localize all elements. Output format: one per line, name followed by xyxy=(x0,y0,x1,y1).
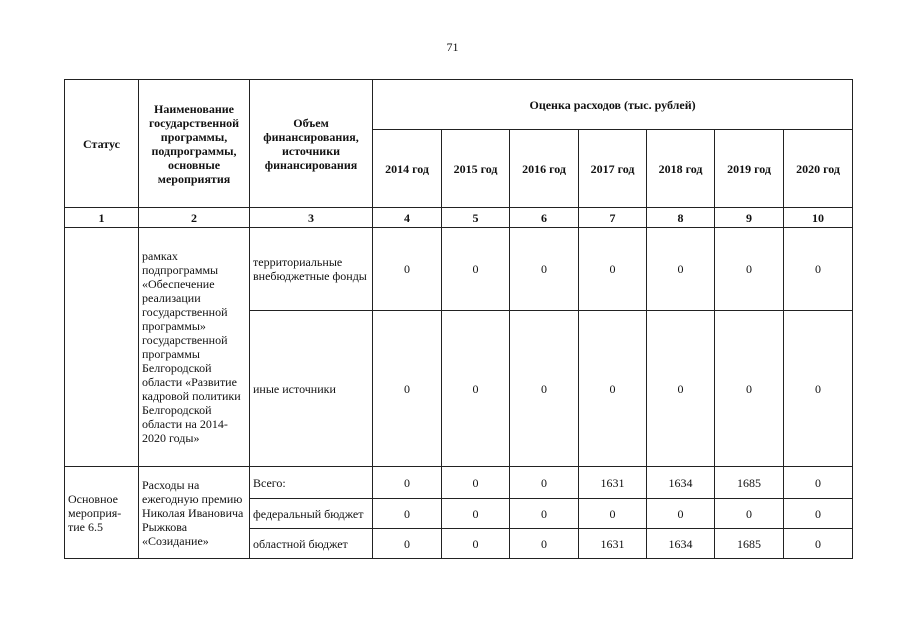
funding-source-cell: Всего: xyxy=(250,467,373,499)
value-cell: 0 xyxy=(442,529,510,559)
column-number: 3 xyxy=(250,208,373,228)
value-cell: 0 xyxy=(784,499,853,529)
expense-estimate-table xyxy=(64,79,853,559)
header-year: 2015 год xyxy=(442,130,510,208)
value-cell: 0 xyxy=(373,228,442,311)
value-cell: 0 xyxy=(373,529,442,559)
header-funding-source: Объем финансирования, источники финансирования xyxy=(250,80,373,208)
value-cell: 0 xyxy=(579,311,647,467)
value-cell: 0 xyxy=(510,311,579,467)
value-cell: 0 xyxy=(784,529,853,559)
value-cell: 0 xyxy=(510,499,579,529)
funding-source-cell: иные источники xyxy=(250,311,373,467)
column-number: 9 xyxy=(715,208,784,228)
value-cell: 0 xyxy=(510,467,579,499)
value-cell: 0 xyxy=(784,467,853,499)
value-cell: 0 xyxy=(510,228,579,311)
header-expense-estimate: Оценка расходов (тыс. рублей) xyxy=(373,80,853,130)
header-year: 2017 год xyxy=(579,130,647,208)
value-cell: 0 xyxy=(442,311,510,467)
table-row xyxy=(65,467,853,499)
value-cell: 0 xyxy=(784,228,853,311)
column-number: 2 xyxy=(139,208,250,228)
header-year: 2019 год xyxy=(715,130,784,208)
value-cell: 0 xyxy=(784,311,853,467)
column-number: 10 xyxy=(784,208,853,228)
column-number: 6 xyxy=(510,208,579,228)
page-number: 71 xyxy=(446,40,459,54)
value-cell: 0 xyxy=(579,499,647,529)
header-program-name: Наименование государственной программы, подпрограммы, основные мероприятия xyxy=(139,80,250,208)
header-year: 2016 год xyxy=(510,130,579,208)
value-cell: 0 xyxy=(373,499,442,529)
value-cell: 0 xyxy=(647,311,715,467)
header-year: 2018 год xyxy=(647,130,715,208)
value-cell: 0 xyxy=(373,311,442,467)
value-cell: 1685 xyxy=(715,529,784,559)
funding-source-cell: областной бюджет xyxy=(250,529,373,559)
value-cell: 0 xyxy=(373,467,442,499)
column-number: 7 xyxy=(579,208,647,228)
value-cell: 1631 xyxy=(579,467,647,499)
value-cell: 0 xyxy=(647,228,715,311)
value-cell: 0 xyxy=(442,228,510,311)
program-name-cell: Расходы на ежегодную премию Николая Ивановича Рыжкова «Созидание» xyxy=(139,467,250,559)
column-number: 5 xyxy=(442,208,510,228)
value-cell: 0 xyxy=(715,499,784,529)
value-cell: 0 xyxy=(579,228,647,311)
value-cell: 0 xyxy=(442,467,510,499)
value-cell: 0 xyxy=(647,499,715,529)
status-cell: Основное мероприя-тие 6.5 xyxy=(65,467,139,559)
program-name-cell: рамках подпрограммы «Обеспечение реализации государственной программы» государственной программы Белгородской области «Развитие кадровой политики Белгородской области на 2014-2020 годы» xyxy=(139,228,250,467)
value-cell: 1685 xyxy=(715,467,784,499)
column-number: 1 xyxy=(65,208,139,228)
header-year: 2014 год xyxy=(373,130,442,208)
table-row xyxy=(65,228,853,311)
value-cell: 1634 xyxy=(647,529,715,559)
value-cell: 0 xyxy=(510,529,579,559)
value-cell: 1631 xyxy=(579,529,647,559)
column-number: 4 xyxy=(373,208,442,228)
value-cell: 1634 xyxy=(647,467,715,499)
value-cell: 0 xyxy=(715,228,784,311)
header-status: Статус xyxy=(65,80,139,208)
value-cell: 0 xyxy=(715,311,784,467)
header-year: 2020 год xyxy=(784,130,853,208)
value-cell: 0 xyxy=(442,499,510,529)
funding-source-cell: федеральный бюджет xyxy=(250,499,373,529)
column-number: 8 xyxy=(647,208,715,228)
status-cell xyxy=(65,228,139,467)
funding-source-cell: территориальные внебюджетные фонды xyxy=(250,228,373,311)
